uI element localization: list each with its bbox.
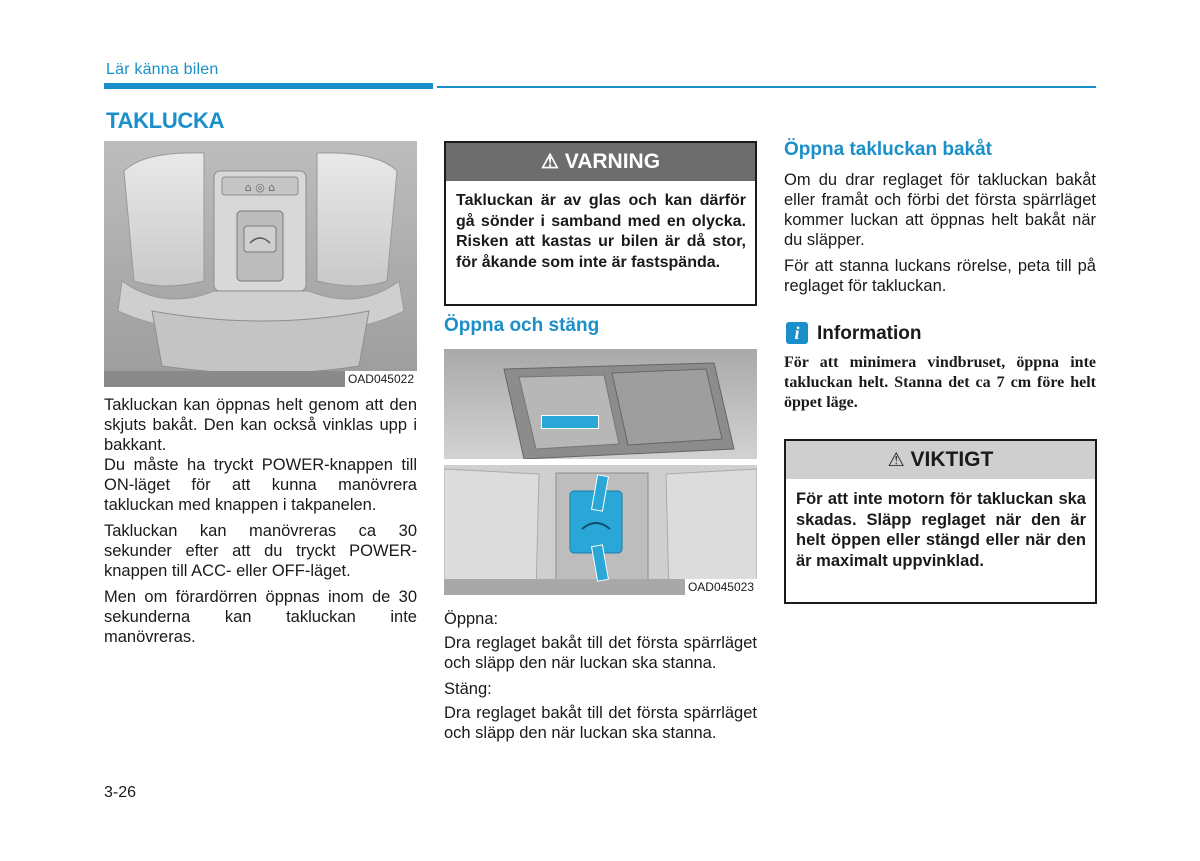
warning-box bbox=[444, 141, 757, 306]
warning-header bbox=[446, 143, 755, 181]
page-number: 3-26 bbox=[104, 784, 137, 801]
open-text: Dra reglaget bakåt till det första spärrläget och släpp den när luckan ska stanna. bbox=[444, 634, 757, 672]
open-close-heading: Öppna och stäng bbox=[444, 315, 600, 336]
intro-text bbox=[104, 395, 417, 653]
close-text: Dra reglaget bakåt till det första spärrläget och släpp den när luckan ska stanna. bbox=[444, 704, 757, 742]
section-label: Lär känna bilen bbox=[106, 61, 219, 78]
header-rule-thin bbox=[437, 86, 1096, 88]
overhead-console-photo bbox=[104, 141, 417, 387]
slide-arrow-icon bbox=[541, 415, 599, 429]
intro-paragraph-4: Men om förardörren öppnas inom de 30 sekunderna kan takluckan inte manövreras. bbox=[104, 588, 417, 646]
close-label: Stäng: bbox=[444, 680, 492, 698]
figure-code-2: OAD045023 bbox=[685, 579, 757, 595]
open-back-paragraph-1: Om du drar reglaget för takluckan bakåt eller framåt och förbi det första spärrläget kommer luckan att öppnas helt bakåt när du släpper. bbox=[784, 171, 1096, 249]
sunroof-control-photo bbox=[444, 349, 757, 595]
open-label: Öppna: bbox=[444, 610, 499, 628]
open-back-paragraph-2: För att stanna luckans rörelse, peta till på reglaget för takluckan. bbox=[784, 257, 1096, 295]
figure-code-1: OAD045022 bbox=[345, 371, 417, 387]
intro-paragraph-3: Takluckan kan manövreras ca 30 sekunder efter att du tryckt POWER-knappen till ACC- eller OFF-läget. bbox=[104, 522, 417, 580]
important-text: För att inte motorn för takluckan ska skadas. Släpp reglaget när den är helt öppen eller stängd eller när den är maximalt uppvinklad. bbox=[796, 490, 1086, 570]
intro-paragraph-1: Takluckan kan öppnas helt genom att den skjuts bakåt. Den kan också vinklas upp i bakkant. bbox=[104, 396, 417, 454]
warning-triangle-icon: ⚠ bbox=[540, 151, 559, 173]
header-rule-thick bbox=[104, 83, 433, 89]
important-header bbox=[786, 441, 1095, 479]
warning-title: VARNING bbox=[564, 150, 661, 173]
overhead-console-illustration bbox=[104, 141, 417, 387]
information-icon: i bbox=[786, 322, 808, 344]
important-box bbox=[784, 439, 1097, 604]
warning-text: Takluckan är av glas och kan därför gå sönder i samband med en olycka. Risken att kastas ur bilen är då stor, för åkande som inte är fastspända. bbox=[456, 192, 746, 271]
important-title: VIKTIGT bbox=[910, 448, 994, 471]
open-back-heading: Öppna takluckan bakåt bbox=[784, 139, 993, 160]
information-text: För att minimera vindbruset, öppna inte takluckan helt. Stanna det ca 7 cm före helt öppet läge. bbox=[784, 354, 1096, 411]
caution-triangle-icon: ⚠ bbox=[887, 450, 905, 471]
intro-paragraph-2: Du måste ha tryckt POWER-knappen till ON-läget för att kunna manövrera takluckan med knappen i takpanelen. bbox=[104, 456, 417, 514]
svg-text:⌂ ◎ ⌂: ⌂ ◎ ⌂ bbox=[244, 181, 276, 194]
open-close-text bbox=[444, 609, 757, 749]
page-title: TAKLUCKA bbox=[106, 108, 225, 133]
open-back-text bbox=[784, 170, 1096, 302]
information-title: Information bbox=[817, 323, 922, 344]
